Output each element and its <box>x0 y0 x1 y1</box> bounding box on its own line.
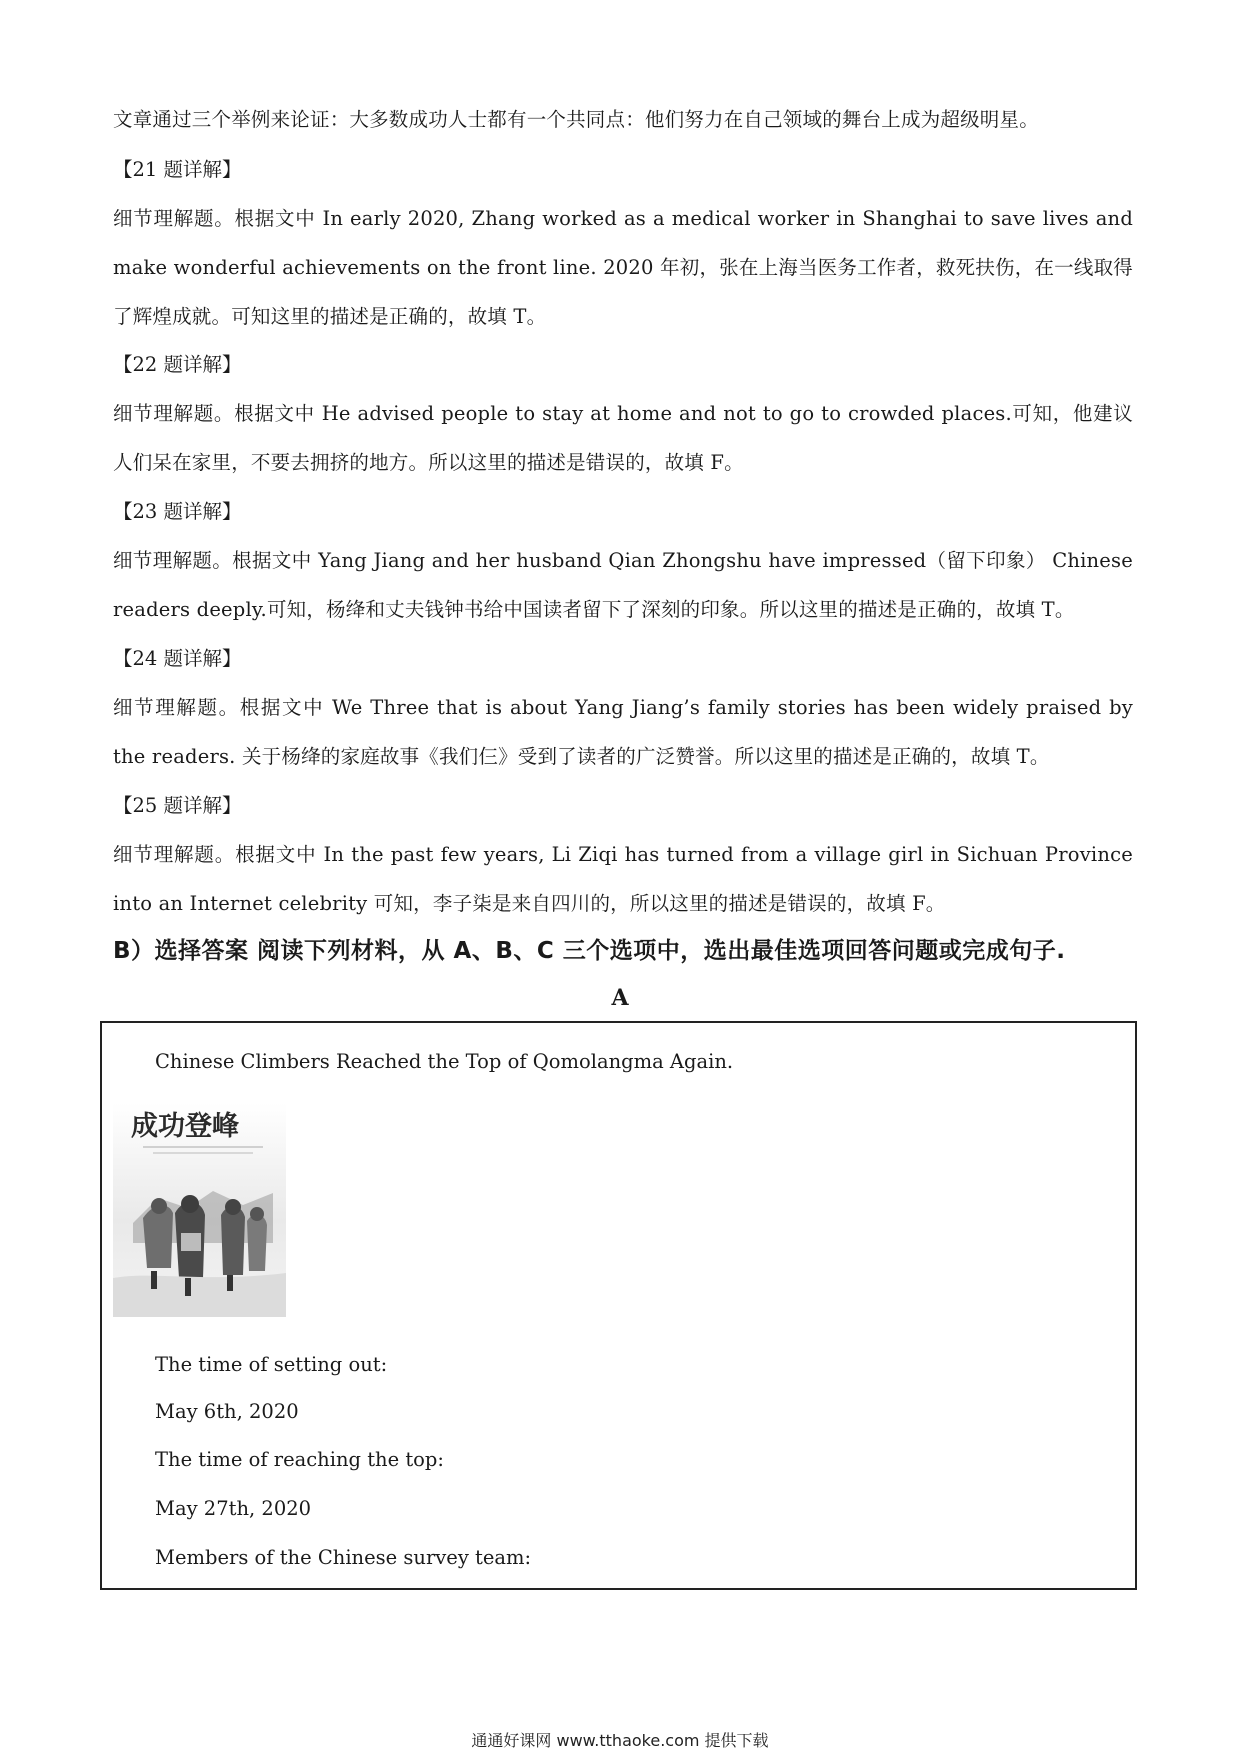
q23-heading: 【23 题详解】 <box>113 500 242 523</box>
setting-out-date: May 6th, 2020 <box>155 1400 299 1423</box>
poster-title-text: 成功登峰 <box>131 1111 239 1142</box>
q24-heading: 【24 题详解】 <box>113 647 242 670</box>
reaching-top-label: The time of reaching the top: <box>155 1448 444 1471</box>
q22-explanation: 细节理解题。根据文中 He advised people to stay at home and not to go to crowded places.可知，他建议人们呆在家里，不要去拥挤的地方。所以这里的描述是错误的，故填 F。 <box>113 402 1133 474</box>
passage-label: A <box>611 985 629 1011</box>
reaching-top-date: May 27th, 2020 <box>155 1497 312 1520</box>
section-b-instructions: B）选择答案 阅读下列材料，从 A、B、C 三个选项中，选出最佳选项回答问题或完成句子. <box>113 938 1066 964</box>
q24-explanation: 细节理解题。根据文中 We Three that is about Yang Jiang’s family stories has been widely praised by the readers. 关于杨绛的家庭故事《我们仨》受到了读者的广泛赞誉。所以这里的描述是正确的，故填 T。 <box>113 696 1133 768</box>
q21-heading: 【21 题详解】 <box>113 158 242 181</box>
climbers-poster-image <box>113 1103 286 1317</box>
page-footer: 通通好课网 www.tthaoke.com 提供下载 <box>471 1731 769 1750</box>
q22-heading: 【22 题详解】 <box>113 353 242 376</box>
setting-out-label: The time of setting out: <box>155 1353 388 1376</box>
survey-team-label: Members of the Chinese survey team: <box>155 1546 532 1569</box>
passage-title: Chinese Climbers Reached the Top of Qomolangma Again. <box>155 1050 734 1073</box>
q21-explanation: 细节理解题。根据文中 In early 2020, Zhang worked as a medical worker in Shanghai to save lives and make wonderful achievements on the front line. 2020 年初，张在上海当医务工作者，救死扶伤，在一线取得了辉煌成就。可知这里的描述是正确的，故填 T。 <box>113 207 1133 328</box>
intro-paragraph: 文章通过三个举例来论证：大多数成功人士都有一个共同点：他们努力在自己领域的舞台上成为超级明星。 <box>113 108 1039 131</box>
q23-explanation: 细节理解题。根据文中 Yang Jiang and her husband Qian Zhongshu have impressed（留下印象） Chinese readers deeply.可知，杨绛和丈夫钱钟书给中国读者留下了深刻的印象。所以这里的描述是正确的，故填 T。 <box>113 549 1133 621</box>
climbers-poster-graphic <box>113 1103 286 1317</box>
q25-explanation: 细节理解题。根据文中 In the past few years, Li Ziqi has turned from a village girl in Sichuan Province into an Internet celebrity 可知，李子柒是来自四川的，所以这里的描述是错误的，故填 F。 <box>113 843 1133 915</box>
q25-heading: 【25 题详解】 <box>113 794 242 817</box>
